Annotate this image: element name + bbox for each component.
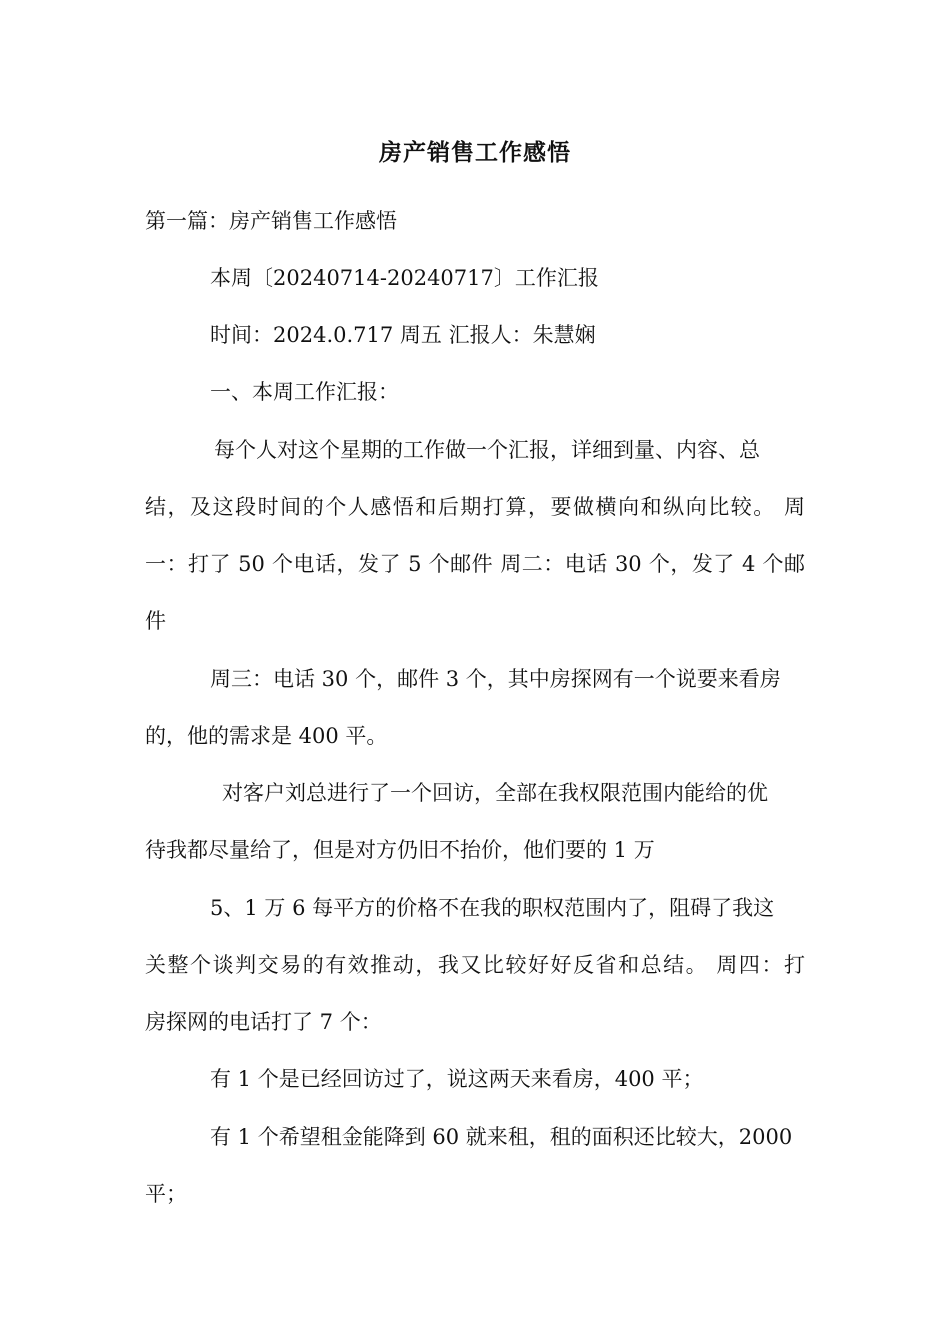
- paragraph-line: 对客户刘总进行了一个回访，全部在我权限范围内能给的优: [222, 781, 768, 805]
- paragraph-line: 有 1 个是已经回访过了，说这两天来看房，400 平；: [210, 1067, 704, 1091]
- paragraph-line: 有 1 个希望租金能降到 60 就来租，租的面积还比较大，2000: [210, 1125, 793, 1149]
- paragraph-line: 结，及这段时间的个人感悟和后期打算，要做横向和纵向比较。 周: [145, 495, 805, 519]
- paragraph-line: 每个人对这个星期的工作做一个汇报，详细到量、内容、总: [214, 438, 760, 462]
- paragraph-line: 待我都尽量给了，但是对方仍旧不抬价，他们要的 1 万: [145, 838, 655, 862]
- section-heading: 第一篇：房产销售工作感悟: [145, 209, 397, 233]
- paragraph-line: 房探网的电话打了 7 个：: [145, 1010, 382, 1034]
- report-meta: 时间：2024.0.717 周五 汇报人：朱慧娴: [210, 323, 596, 347]
- paragraph-line: 关整个谈判交易的有效推动，我又比较好好反省和总结。 周四：打: [145, 953, 805, 977]
- subsection-heading: 一、本周工作汇报：: [210, 380, 399, 404]
- report-period: 本周〔20240714-20240717〕工作汇报: [210, 266, 599, 290]
- paragraph-line: 件: [145, 609, 166, 633]
- paragraph-line: 的，他的需求是 400 平。: [145, 724, 388, 748]
- document-title: 房产销售工作感悟: [379, 139, 571, 166]
- paragraph-line: 周三：电话 30 个，邮件 3 个，其中房探网有一个说要来看房: [210, 667, 781, 691]
- paragraph-line: 5、1 万 6 每平方的价格不在我的职权范围内了，阻碍了我这: [210, 896, 775, 920]
- paragraph-line: 平；: [145, 1182, 187, 1206]
- paragraph-line: 一：打了 50 个电话，发了 5 个邮件 周二：电话 30 个，发了 4 个邮: [145, 552, 805, 576]
